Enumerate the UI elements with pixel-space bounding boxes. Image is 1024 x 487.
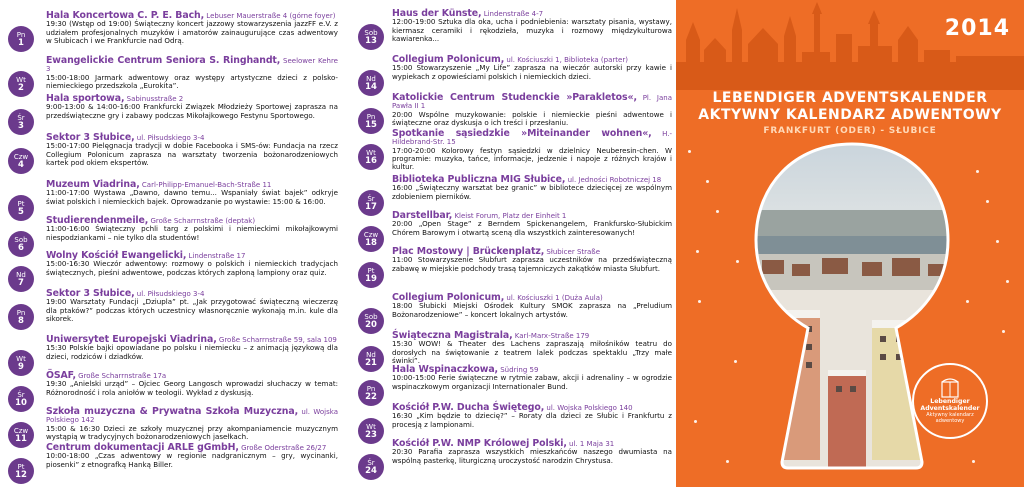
title-polish: AKTYWNY KALENDARZ ADWENTOWY: [698, 107, 1002, 123]
event-description: 10:00-15:00 Ferie świąteczne w rytmie zabaw, akcji i adrenaliny – w ogrodzie wspinaczkowym organizacji Internationaler Bund.: [392, 373, 672, 391]
event-text: [46, 134, 338, 167]
snowflake-dot: [734, 360, 737, 363]
snowflake-dot: [696, 250, 699, 253]
title-german: LEBENDIGER ADVENTSKALENDER: [712, 90, 988, 106]
day-number: 16: [365, 156, 377, 166]
logo-line-1: Lebendiger: [930, 398, 970, 405]
weekday-label: Wt: [366, 423, 376, 431]
day-number: 7: [18, 278, 24, 288]
event-text: [392, 248, 672, 273]
snowflake-dot: [972, 460, 975, 463]
snowflake-dot: [1002, 330, 1005, 333]
snowflake-dot: [996, 240, 999, 243]
date-badge: [8, 422, 34, 448]
event-text: [392, 130, 672, 171]
date-badge: [8, 231, 34, 257]
weekday-label: Nd: [16, 271, 26, 279]
snowflake-dot: [688, 150, 691, 153]
event-address: ul. Kościuszki 1 (Duża Aula): [504, 294, 603, 302]
weekday-label: Czw: [13, 153, 29, 161]
event-description: 15:00-17:00 Pielęgnacja tradycji w dobie Facebooka i SMS-ów: Fundacja na rzecz Collegium Polonicum zaprasza na warsztaty tworzenia bożonarodzeniowych kartek pod okiem ekspertów.: [46, 141, 338, 167]
event-address: Lindenstraße 4-7: [481, 10, 544, 18]
event-address: ul. Piłsudskiego 3-4: [134, 134, 205, 142]
date-badge: [8, 109, 34, 135]
event-text: [46, 372, 338, 397]
event-text: [46, 217, 338, 242]
event-venue: Haus der Künste,: [392, 8, 482, 19]
day-number: 6: [18, 243, 24, 253]
event-address: Sabinusstraße 2: [124, 95, 184, 103]
snowflake-dot: [716, 210, 719, 213]
day-number: 2: [18, 83, 24, 93]
event-text: [392, 176, 672, 201]
snowflake-dot: [736, 260, 739, 263]
event-address: Lebuser Mauerstraße 4 (górne foyer): [204, 12, 336, 20]
day-number: 8: [18, 316, 24, 326]
event-description: 11:00-17:00 Wystawa „Dawno, dawno temu... Wspaniały świat bajek” odkryje świat polskich i niemieckich bajek. Oprowadzanie po wystawie: 15:00 & 16:00.: [46, 188, 338, 206]
date-badge: [358, 380, 384, 406]
day-number: 4: [18, 160, 24, 170]
event-venue: Wolny Kościół Ewangelicki,: [46, 250, 187, 261]
event-description: 11:00-16:00 Świąteczny pchli targ z polskimi i niemieckimi mikołajkowymi niespodziankami – nie tylko dla studentów!: [46, 224, 338, 242]
snowflake-dot: [986, 200, 989, 203]
event-description: 15:30 WOW! & Theater des Lachens zapraszają miłośników teatru do dorosłych na świętowanie z teatrem lalek podczas spektaklu „Trzy małe świnki”.: [392, 339, 672, 365]
event-text: [392, 10, 672, 43]
event-description: 15:00-16:30 Wieczór adwentowy: rozmowy o polskich i niemieckich tradycjach świątecznych, pieśni adwentowe, podczas których zapłoną lampiony oraz quiz.: [46, 259, 338, 277]
event-venue: Hala Wspinaczkowa,: [392, 364, 499, 375]
day-number: 19: [365, 274, 377, 284]
event-venue: Kościół P.W. NMP Królowej Polski,: [392, 438, 567, 449]
event-address: Südring 59: [498, 366, 539, 374]
weekday-label: Pt: [367, 267, 375, 275]
event-address: Große Oderstraße 26/27: [238, 444, 327, 452]
weekday-label: Wt: [366, 149, 376, 157]
event-venue: Muzeum Viadrina,: [46, 179, 140, 190]
event-address: H.-Hildebrand-Str. 15: [392, 130, 672, 147]
advent-calendar-logo: [912, 363, 988, 439]
event-text: [46, 181, 338, 206]
event-text: [392, 332, 672, 365]
event-venue: Spotkanie sąsiedzkie »Miteinander wohnen«,: [392, 128, 652, 139]
event-description: 20:30 Parafia zaprasza wszystkich mieszkańców naszego dwumiasta na wspólną pasterkę, liturgiczną uroczystość narodzin Chrystusa.: [392, 447, 672, 465]
event-address: Große Scharrnstraße (deptak): [148, 217, 256, 225]
event-address: Große Scharrnstraße 17a: [75, 372, 167, 380]
event-description: 11:00 Stowarzyszenie Słubfurt zaprasza uczestników na przedświąteczną zabawę w miejskie podchody trasą tajemniczych zakątków miasta Słubfurt.: [392, 255, 672, 273]
weekday-label: Pn: [16, 31, 26, 39]
event-description: 9:00-13:00 & 14:00-16:00 Frankfurcki Związek Młodzieży Sportowej zaprasza na przedświąteczne gry i zabawy podczas Mikołajkowego Festynu Sportowego.: [46, 102, 338, 120]
event-text: [46, 12, 338, 45]
event-address: Słubicer Straße: [544, 248, 601, 256]
event-description: 19:30 (Wstęp od 19:00) Świąteczny koncert jazzowy stowarzyszenia jazzFF e.V. z udziałem profesjonalnych muzyków i amatorów zainaugurujące czas adwentowy w Słubicach i we Frankfurcie nad Odrą.: [46, 19, 338, 45]
day-number: 14: [365, 82, 377, 92]
event-text: [392, 404, 672, 429]
weekday-label: Czw: [13, 427, 29, 435]
date-badge: [358, 308, 384, 334]
date-badge: [358, 144, 384, 170]
day-number: 15: [365, 120, 377, 130]
day-number: 23: [365, 430, 377, 440]
weekday-label: Sob: [364, 313, 378, 321]
event-description: 20:00 „Open Stage” z Berndem Spickenangelem, Frankfursko-Słubickim Chórem Barowym i otwartą sceną dla wszystkich zainteresowanych!: [392, 219, 672, 237]
city-skyline-illustration: [676, 0, 1024, 90]
weekday-label: Śr: [17, 391, 25, 399]
weekday-label: Śr: [17, 114, 25, 122]
date-badge: [358, 262, 384, 288]
event-venue: Szkoła muzyczna & Prywatna Szkoła Muzyczna,: [46, 406, 299, 417]
weekday-label: Pn: [16, 309, 26, 317]
weekday-label: Nd: [366, 75, 376, 83]
event-venue: Collegium Polonicum,: [392, 54, 505, 65]
event-description: 17:00-20:00 Kolorowy festyn sąsiedzki w dzielnicy Neuberesin-chen. W programie: muzyka, tańce, informacje, jedzenie i napoje z różnych krajów i kultur.: [392, 145, 672, 172]
day-number: 18: [365, 238, 377, 248]
event-venue: Hala sportowa,: [46, 93, 125, 104]
event-text: [46, 444, 338, 469]
event-text: [392, 294, 672, 319]
event-description: 15:00 Stowarzyszenie „My Life” zaprasza na wieczór autorski przy kawie i wypiekach z opowieściami polskich i niemieckich dzieci.: [392, 63, 672, 81]
day-number: 17: [365, 202, 377, 212]
event-description: 18:00 Słubicki Miejski Ośrodek Kultury SMOK zaprasza na „Preludium Bożonarodzeniowe” – koncert lokalnych artystów.: [392, 301, 672, 319]
snowflake-dot: [726, 460, 729, 463]
event-text: [46, 408, 338, 441]
event-address: ul. Wojska Polskiego 140: [544, 404, 633, 412]
event-description: 15:30 Polskie bajki opowiadane po polsku i niemiecku – z animacją językową dla dzieci, rodziców i dziadków.: [46, 343, 338, 361]
snowflake-dot: [1006, 280, 1009, 283]
day-number: 10: [15, 398, 27, 408]
event-text: [46, 290, 338, 323]
date-badge: [358, 226, 384, 252]
day-number: 3: [18, 121, 24, 131]
weekday-label: Czw: [363, 231, 379, 239]
calendar-window-icon: [941, 378, 959, 398]
day-number: 21: [365, 358, 377, 368]
day-number: 13: [365, 36, 377, 46]
event-description: 15:00 & 16:30 Dzieci ze szkoły muzycznej przy akompaniamencie muzycznym wystąpią w tradycyjnych bożonarodzeniowych jasełkach.: [46, 423, 338, 441]
event-text: [392, 366, 672, 391]
weekday-label: Wt: [16, 355, 26, 363]
event-venue: Biblioteka Publiczna MIG Słubice,: [392, 174, 566, 185]
weekday-label: Nd: [366, 351, 376, 359]
event-description: 16:00 „Świąteczny warsztat bez granic” w bibliotece dziecięcej ze wspólnym zdobieniem pierników.: [392, 183, 672, 201]
event-address: Kleist Forum, Platz der Einheit 1: [452, 212, 567, 220]
date-badge: [8, 386, 34, 412]
event-text: [46, 336, 338, 361]
event-venue: Darstellbar,: [392, 210, 453, 221]
event-description: 16:30 „Kim będzie to dziecię?” – Roraty dla dzieci ze Słubic i Frankfurtu z procesją z lampionami.: [392, 411, 672, 429]
day-number: 12: [15, 470, 27, 480]
date-badge: [358, 24, 384, 50]
event-venue: Ewangelickie Centrum Seniora S. Ringhandt,: [46, 55, 281, 66]
event-venue: ÖSAF,: [46, 370, 76, 381]
date-badge: [8, 304, 34, 330]
event-description: 19:00 Warsztaty Fundacji „Dziupla” pt. „Jak przygotować świąteczną wieczerzę dla ptaków?” podczas których uczestnicy własnoręcznie wykonają m.in. kule dla sikorek.: [46, 297, 338, 323]
event-text: [392, 440, 672, 465]
logo-line-4: adwentowy: [935, 418, 965, 424]
event-address: ul. Wojska Polskiego 142: [46, 408, 338, 425]
event-text: [392, 94, 672, 127]
event-address: Pl. Jana Pawła II 1: [392, 94, 672, 111]
event-venue: Centrum dokumentacji ARLE gGmbH,: [46, 442, 239, 453]
event-text: [46, 252, 338, 277]
event-text: [46, 95, 338, 120]
weekday-label: Śr: [367, 459, 375, 467]
date-badge: [358, 70, 384, 96]
event-description: 10:00-18:00 „Czas adwentowy w regionie nadgranicznym – gry, wycinanki, piosenki” z etnografką Hanką Biller.: [46, 451, 338, 469]
date-badge: [8, 458, 34, 484]
date-badge: [8, 195, 34, 221]
event-text: [392, 56, 672, 81]
event-venue: Hala Koncertowa C. P. E. Bach,: [46, 10, 205, 21]
date-badge: [358, 108, 384, 134]
event-address: ul. Piłsudskiego 3-4: [134, 290, 205, 298]
weekday-label: Pn: [366, 113, 376, 121]
date-badge: [8, 71, 34, 97]
event-venue: Sektor 3 Słubice,: [46, 132, 135, 143]
day-number: 11: [15, 434, 27, 444]
event-text: [392, 212, 672, 237]
date-badge: [8, 148, 34, 174]
event-address: Lindenstraße 17: [186, 252, 246, 260]
weekday-label: Sob: [14, 236, 28, 244]
weekday-label: Sob: [364, 29, 378, 37]
weekday-label: Pn: [366, 385, 376, 393]
snowflake-dot: [706, 180, 709, 183]
event-address: Karl-Marx-Straße 179: [512, 332, 590, 340]
logo-line-3: Aktywny kalendarz: [926, 412, 974, 418]
event-address: ul. 1 Maja 31: [566, 440, 615, 448]
snowflake-dot: [694, 420, 697, 423]
snowflake-dot: [976, 170, 979, 173]
event-address: Seelower Kehre 3: [46, 57, 338, 74]
event-address: ul. Jedności Robotniczej 18: [565, 176, 662, 184]
day-number: 24: [365, 466, 377, 476]
weekday-label: Śr: [367, 195, 375, 203]
date-badge: [8, 266, 34, 292]
day-number: 20: [365, 320, 377, 330]
event-venue: Plac Mostowy | Brückenplatz,: [392, 246, 545, 257]
date-badge: [8, 26, 34, 52]
snowflake-dot: [698, 300, 701, 303]
event-text: [46, 57, 338, 90]
date-badge: [8, 350, 34, 376]
event-description: 12:00-19:00 Sztuka dla oka, ucha i podniebienia: warsztaty pisania, wystawy, kiermasz ceramiki i rękodzieła, muzyka i rozmowy międzykulturowa kawiarenka...: [392, 17, 672, 43]
event-venue: Świąteczna Magistrala,: [392, 330, 513, 341]
weekday-label: Pt: [17, 463, 25, 471]
event-venue: Uniwersytet Europejski Viadrina,: [46, 334, 217, 345]
event-venue: Collegium Polonicum,: [392, 292, 505, 303]
event-venue: Katolickie Centrum Studenckie »Parakletos«,: [392, 92, 637, 103]
weekday-label: Wt: [16, 76, 26, 84]
weekday-label: Pt: [17, 200, 25, 208]
date-badge: [358, 190, 384, 216]
year-label: 2014: [944, 16, 1010, 41]
snowflake-dot: [966, 300, 969, 303]
event-address: Carl-Philipp-Emanuel-Bach-Straße 11: [139, 181, 272, 189]
day-number: 5: [18, 207, 24, 217]
subtitle-cities: FRANKFURT (ODER) - SŁUBICE: [763, 126, 937, 136]
event-description: 19:30 „Anielski urząd” – Ojciec Georg Langosch wprowadzi słuchaczy w temat: Różnorodność i rola aniołów w teologii. Wykład z dyskusją.: [46, 379, 338, 397]
date-badge: [358, 346, 384, 372]
logo-line-2: Adventskalender: [920, 405, 980, 412]
event-venue: Kościół P.W. Ducha Świętego,: [392, 402, 545, 413]
day-number: 9: [18, 362, 24, 372]
cover-panel: [676, 0, 1024, 487]
event-address: ul. Kościuszki 1, Biblioteka (parter): [504, 56, 628, 64]
date-badge: [358, 418, 384, 444]
event-description: 15:00-18:00 Jarmark adwentowy oraz występy artystyczne dzieci z polsko-niemieckiego przedszkola „Eurokita”.: [46, 72, 338, 90]
event-venue: Studierendenmeile,: [46, 215, 149, 226]
date-badge: [358, 454, 384, 480]
day-number: 1: [18, 38, 24, 48]
event-description: 20:00 Wspólne muzykowanie: polskie i niemieckie pieśni adwentowe i świąteczne oraz dyskusja o ich treści i przesłaniu.: [392, 109, 672, 127]
day-number: 22: [365, 392, 377, 402]
event-venue: Sektor 3 Słubice,: [46, 288, 135, 299]
event-address: Große Scharrnstraße 59, sala 109: [216, 336, 337, 344]
